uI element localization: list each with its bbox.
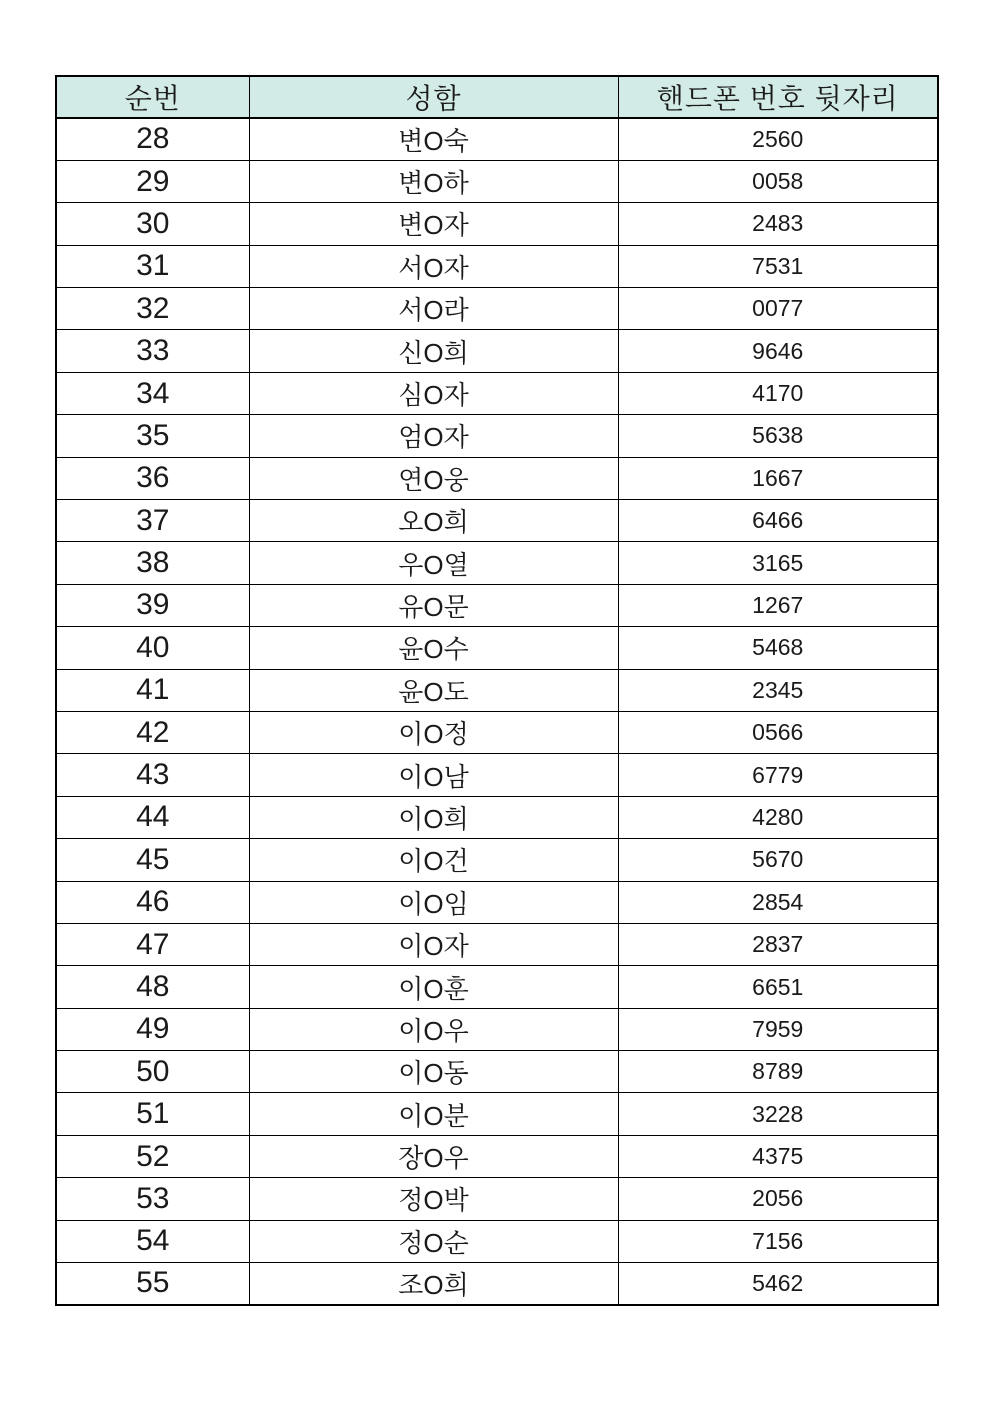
- table-row: [56, 1178, 938, 1220]
- cell-name: 변O자: [249, 203, 618, 245]
- table-row: [56, 711, 938, 753]
- cell-name: 서O라: [249, 288, 618, 330]
- cell-phone: 1667: [618, 457, 938, 499]
- cell-name: 변O하: [249, 160, 618, 202]
- cell-no: 29: [56, 160, 249, 202]
- cell-phone: 0058: [618, 160, 938, 202]
- table-body: [56, 118, 938, 1305]
- table-row: [56, 415, 938, 457]
- cell-no: 49: [56, 1008, 249, 1050]
- cell-name: 오O희: [249, 500, 618, 542]
- cell-no: 31: [56, 245, 249, 287]
- cell-no: 35: [56, 415, 249, 457]
- cell-phone: 5468: [618, 627, 938, 669]
- cell-name: 조O희: [249, 1263, 618, 1305]
- table-row: [56, 1051, 938, 1093]
- cell-no: 54: [56, 1220, 249, 1262]
- table-row: [56, 796, 938, 838]
- table-row: [56, 118, 938, 160]
- col-header-no: 순번: [56, 76, 249, 118]
- table-row: [56, 542, 938, 584]
- table-row: [56, 288, 938, 330]
- cell-no: 46: [56, 881, 249, 923]
- cell-no: 39: [56, 584, 249, 626]
- cell-name: 이O남: [249, 754, 618, 796]
- cell-no: 44: [56, 796, 249, 838]
- cell-no: 30: [56, 203, 249, 245]
- cell-phone: 2056: [618, 1178, 938, 1220]
- cell-phone: 6466: [618, 500, 938, 542]
- cell-phone: 5638: [618, 415, 938, 457]
- cell-name: 유O문: [249, 584, 618, 626]
- cell-phone: 2560: [618, 118, 938, 160]
- table-row: [56, 923, 938, 965]
- cell-name: 우O열: [249, 542, 618, 584]
- cell-no: 50: [56, 1051, 249, 1093]
- table-row: [56, 1263, 938, 1305]
- cell-name: 이O우: [249, 1008, 618, 1050]
- cell-name: 신O희: [249, 330, 618, 372]
- cell-name: 윤O도: [249, 669, 618, 711]
- cell-phone: 7156: [618, 1220, 938, 1262]
- cell-name: 정O박: [249, 1178, 618, 1220]
- table-row: [56, 754, 938, 796]
- phone-roster-table: [55, 75, 939, 1306]
- table-row: [56, 881, 938, 923]
- cell-phone: 5670: [618, 839, 938, 881]
- cell-phone: 5462: [618, 1263, 938, 1305]
- table-row: [56, 203, 938, 245]
- col-header-phone: 핸드폰 번호 뒷자리: [618, 76, 938, 118]
- table-row: [56, 839, 938, 881]
- table-row: [56, 1093, 938, 1135]
- table-row: [56, 1220, 938, 1262]
- cell-phone: 0566: [618, 711, 938, 753]
- table-row: [56, 584, 938, 626]
- cell-phone: 0077: [618, 288, 938, 330]
- cell-no: 28: [56, 118, 249, 160]
- cell-phone: 2837: [618, 923, 938, 965]
- cell-no: 52: [56, 1135, 249, 1177]
- cell-phone: 9646: [618, 330, 938, 372]
- cell-phone: 8789: [618, 1051, 938, 1093]
- table-row: [56, 372, 938, 414]
- cell-name: 심O자: [249, 372, 618, 414]
- cell-phone: 6779: [618, 754, 938, 796]
- cell-phone: 3165: [618, 542, 938, 584]
- cell-no: 40: [56, 627, 249, 669]
- cell-phone: 1267: [618, 584, 938, 626]
- table-row: [56, 627, 938, 669]
- cell-name: 장O우: [249, 1135, 618, 1177]
- cell-name: 이O동: [249, 1051, 618, 1093]
- cell-name: 윤O수: [249, 627, 618, 669]
- table-row: [56, 1008, 938, 1050]
- cell-no: 55: [56, 1263, 249, 1305]
- cell-phone: 7531: [618, 245, 938, 287]
- cell-name: 변O숙: [249, 118, 618, 160]
- cell-phone: 4280: [618, 796, 938, 838]
- table-row: [56, 330, 938, 372]
- cell-no: 48: [56, 966, 249, 1008]
- cell-no: 33: [56, 330, 249, 372]
- cell-name: 엄O자: [249, 415, 618, 457]
- cell-name: 이O건: [249, 839, 618, 881]
- cell-no: 32: [56, 288, 249, 330]
- header-row: [56, 76, 938, 118]
- cell-no: 47: [56, 923, 249, 965]
- cell-phone: 6651: [618, 966, 938, 1008]
- cell-name: 이O임: [249, 881, 618, 923]
- table-row: [56, 457, 938, 499]
- cell-name: 이O분: [249, 1093, 618, 1135]
- table-row: [56, 160, 938, 202]
- cell-no: 53: [56, 1178, 249, 1220]
- cell-name: 이O희: [249, 796, 618, 838]
- table-row: [56, 1135, 938, 1177]
- cell-no: 37: [56, 500, 249, 542]
- cell-name: 이O정: [249, 711, 618, 753]
- table-row: [56, 245, 938, 287]
- cell-phone: 7959: [618, 1008, 938, 1050]
- cell-no: 42: [56, 711, 249, 753]
- cell-no: 36: [56, 457, 249, 499]
- cell-no: 38: [56, 542, 249, 584]
- cell-name: 이O훈: [249, 966, 618, 1008]
- cell-no: 43: [56, 754, 249, 796]
- cell-no: 45: [56, 839, 249, 881]
- table-row: [56, 669, 938, 711]
- cell-phone: 2483: [618, 203, 938, 245]
- cell-name: 이O자: [249, 923, 618, 965]
- cell-no: 41: [56, 669, 249, 711]
- table-row: [56, 966, 938, 1008]
- cell-name: 정O순: [249, 1220, 618, 1262]
- cell-phone: 2345: [618, 669, 938, 711]
- cell-name: 연O웅: [249, 457, 618, 499]
- cell-phone: 2854: [618, 881, 938, 923]
- table-row: [56, 500, 938, 542]
- cell-phone: 4170: [618, 372, 938, 414]
- cell-no: 34: [56, 372, 249, 414]
- cell-phone: 3228: [618, 1093, 938, 1135]
- cell-no: 51: [56, 1093, 249, 1135]
- cell-name: 서O자: [249, 245, 618, 287]
- cell-phone: 4375: [618, 1135, 938, 1177]
- col-header-name: 성함: [249, 76, 618, 118]
